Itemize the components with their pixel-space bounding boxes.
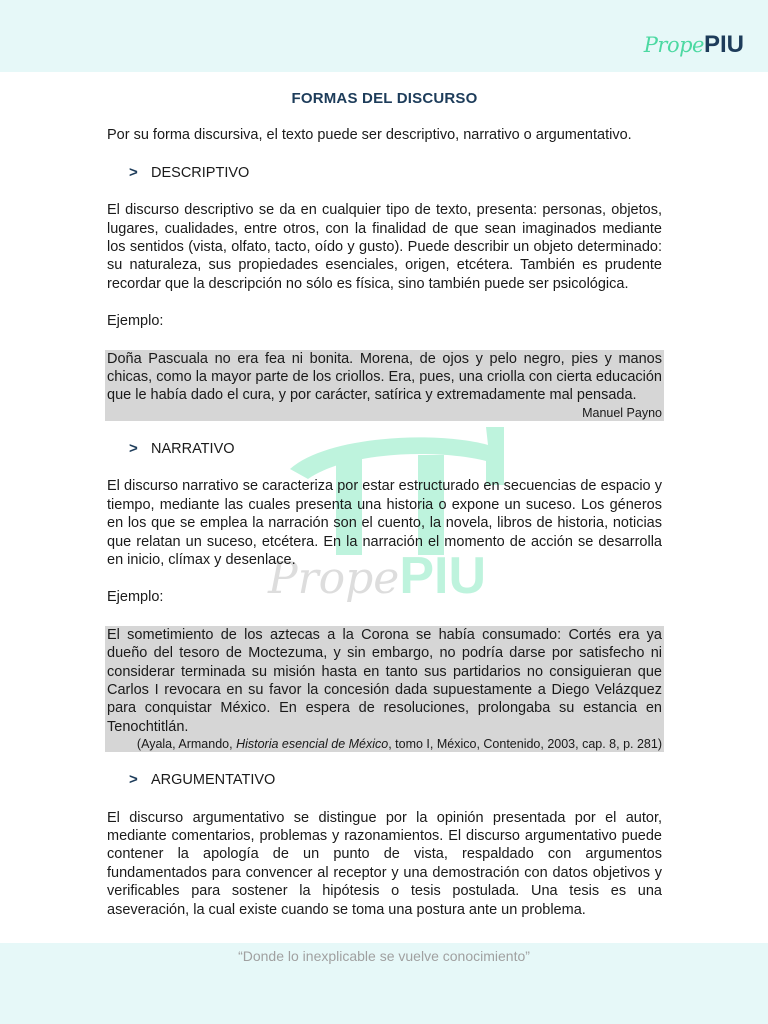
intro-paragraph: Por su forma discursiva, el texto puede ser descriptivo, narrativo o argumentativo.: [107, 127, 632, 144]
example-quote-text: El sometimiento de los aztecas a la Corona se había consumado: Cortés era ya dueño del tesoro de Moctezuma, y sin embargo, no podría darse por satisfecho ni considerar terminada su misión hasta en tanto sus partidarios no consiguieran que Carlos I revocara en su favor la concesión dada supuestamente a Diego Velázquez para conquistar México. En espera de resoluciones, prolongaba su estancia en Tenochtitlán.: [107, 626, 662, 735]
brand-logo-strong: PIU: [703, 31, 744, 58]
section-body-argumentativo: El discurso argumentativo se distingue por la opinión presentada por el autor, mediante comentarios, problemas y razonamientos. El discurso argumentativo puede contener la apología de un punto de vista, respaldado con argumentos fundamentados para convencer al receptor y una demostración con datos objetivos y verificables para sostener la hipótesis o tesis postulada. Una tesis es una aseveración, la cual existe cuando se toma una postura ante un problema.: [107, 809, 662, 918]
example-quote-box: [105, 626, 664, 752]
example-quote-text: Doña Pascuala no era fea ni bonita. Morena, de ojos y pelo negro, pies y manos chicas, como la mayor parte de los criollos. Era, pues, una criolla con cierta educación que le había dado el cura, y por carácter, satírica y extremadamente mal pensada.: [107, 350, 662, 404]
section-heading-descriptivo: [129, 164, 662, 182]
example-label: Ejemplo:: [107, 313, 164, 330]
section-heading-narrativo: [129, 440, 662, 458]
document-body: [107, 90, 662, 919]
chevron-right-icon: >: [129, 771, 138, 789]
section-heading-label: NARRATIVO: [151, 440, 235, 457]
watermark-strong: PIU: [399, 547, 487, 605]
cite-suffix: , tomo I, México, Contenido, 2003, cap. 8, p. 281): [388, 737, 662, 752]
section-heading-label: ARGUMENTATIVO: [151, 772, 276, 789]
example-quote-cite: [107, 736, 662, 752]
section-heading-argumentativo: [129, 771, 662, 789]
footer-motto: “Donde lo inexplicable se vuelve conocimiento”: [238, 948, 530, 964]
brand-logo: [644, 33, 744, 57]
section-heading-label: DESCRIPTIVO: [151, 164, 250, 181]
example-quote-cite: Manuel Payno: [582, 405, 662, 420]
page-title: FORMAS DEL DISCURSO: [291, 90, 478, 107]
chevron-right-icon: >: [129, 439, 138, 457]
watermark-script: Prope: [268, 553, 400, 604]
example-label: Ejemplo:: [107, 589, 164, 606]
brand-logo-script: Prope: [643, 33, 704, 57]
cite-prefix: (Ayala, Armando,: [136, 737, 237, 752]
cite-book-title: Historia esencial de México: [236, 737, 389, 752]
chevron-right-icon: >: [129, 163, 138, 181]
section-body-descriptivo: El discurso descriptivo se da en cualquier tipo de texto, presenta: personas, objetos, lugares, cualidades, entre otros, con la finalidad de que sean imaginados mediante los sentidos (vista, olfato, tacto, oído y gusto). Puede describir un objeto determinado: su naturaleza, sus propiedades esenciales, origen, etcétera. También es prudente recordar que la descripción no sólo es física, sino también puede ser psicológica.: [107, 202, 662, 292]
example-quote-box: [105, 350, 664, 421]
section-body-narrativo: El discurso narrativo se caracteriza por estar estructurado en secuencias de espacio y tiempo, mediante las cuales presenta una historia o expone un suceso. Los géneros en los que se emplea la narración son el cuento, la novela, libros de historia, noticias que relatan un suceso, etcétera. En la narración el momento de acción se desarrolla en inicio, clímax y desenlace.: [107, 478, 662, 568]
